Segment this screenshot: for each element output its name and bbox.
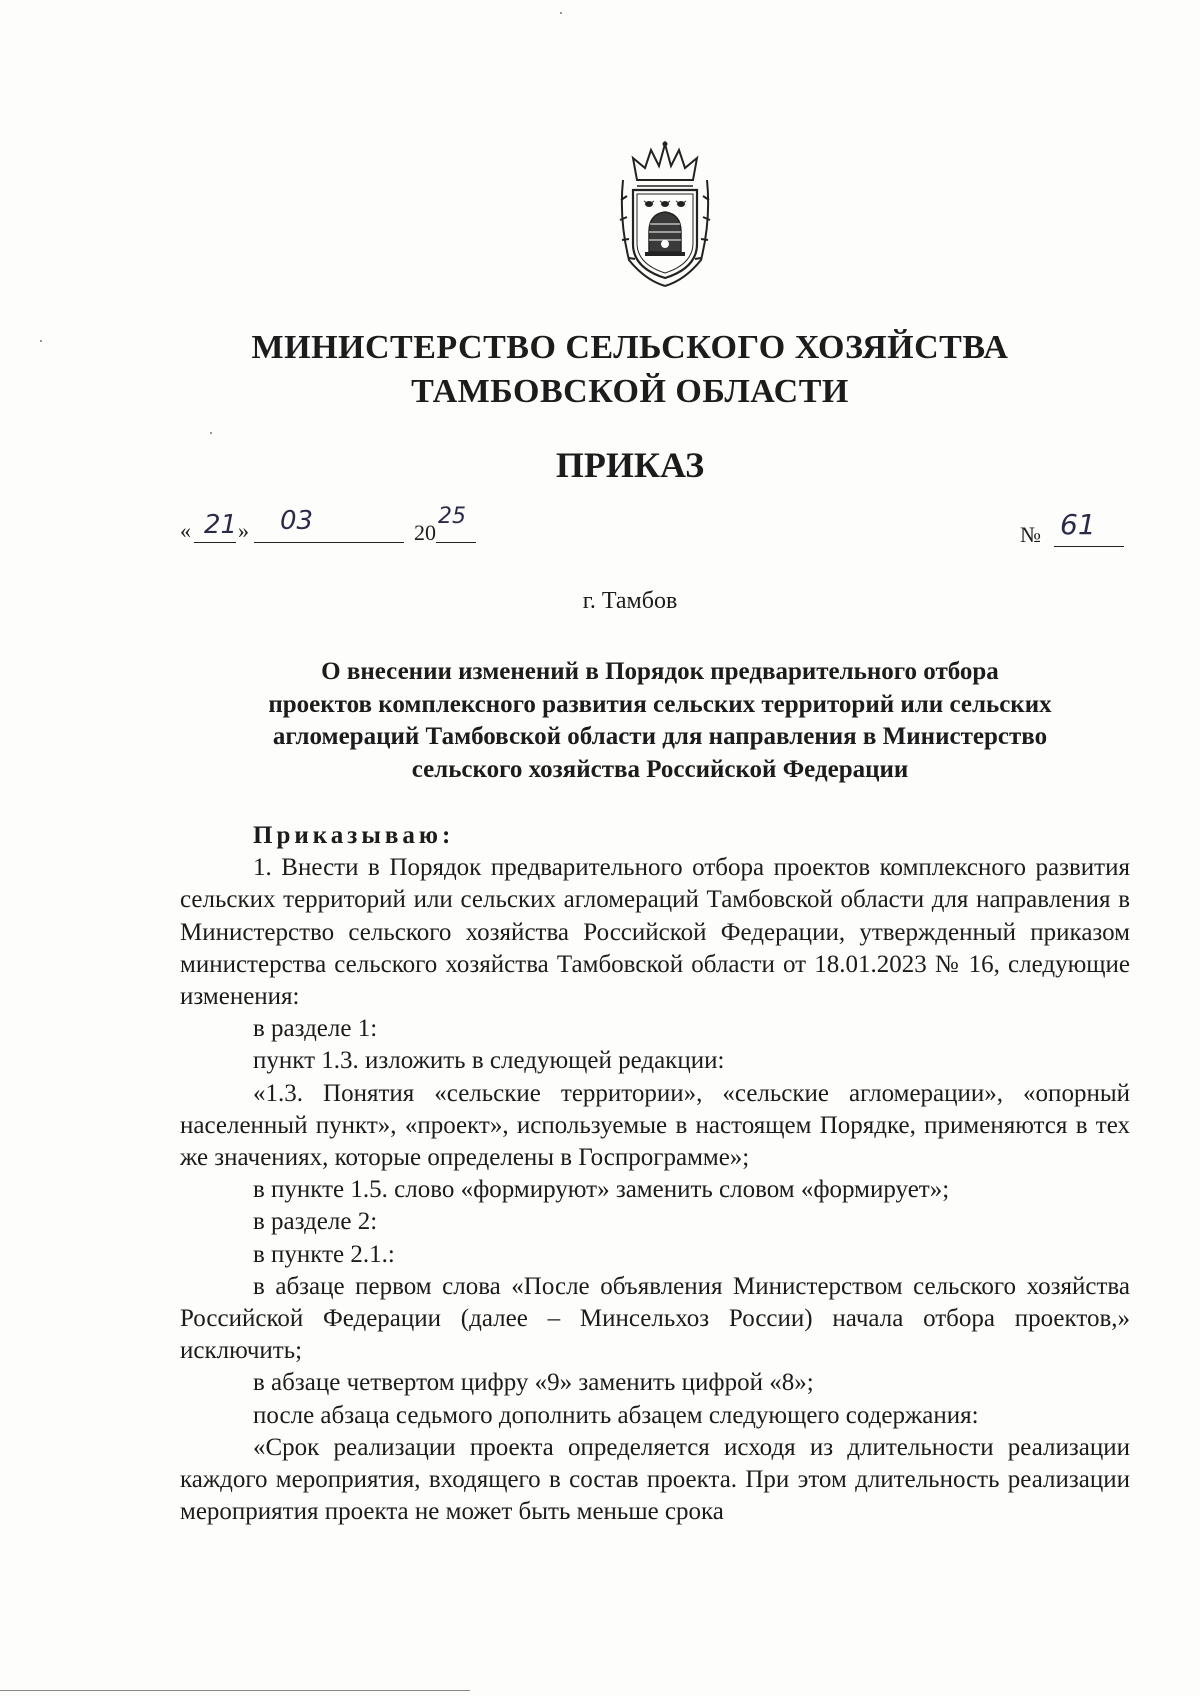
paragraph-11: «Срок реализации проекта определяется исходя из длительности реализации каждого мероприятия, входящего в состав проекта. При этом длительность реализации мероприятия проекта не может быть меньше срока <box>180 1433 1130 1526</box>
subject-line-4: сельского хозяйства Российской Федерации <box>411 755 909 783</box>
paragraph-2: в разделе 1: <box>253 1015 378 1043</box>
scan-edge-line <box>0 1690 470 1691</box>
paragraph-4: «1.3. Понятия «сельские территории», «сельские агломерации», «опорный населенный пункт», «проект», используемые в настоящем Порядке, применяются в тех же значениях, которые определены в Госпрограмме»; <box>180 1079 1130 1172</box>
month-underline <box>254 542 404 543</box>
order-body <box>180 820 1130 1528</box>
paragraph-7: в пункте 2.1.: <box>253 1240 395 1268</box>
paragraph-1: 1. Внести в Порядок предварительного отбора проектов комплексного развития сельских территорий или сельских агломераций Тамбовской области для направления в Министерство сельского хозяйства Российской Федерации, утвержденный приказом министерства сельского хозяйства Тамбовской области от 18.01.2023 № 16, следующие изменения: <box>180 854 1130 1011</box>
paragraph-8: в абзаце первом слова «После объявления Министерством сельского хозяйства Российской Федерации (далее – Минсельхоз России) начала отбора проектов,» исключить; <box>180 1272 1130 1365</box>
date-year-suffix: 25 <box>438 504 466 529</box>
tambov-coat-of-arms-icon <box>615 140 715 290</box>
paragraph-9: в абзаце четвертом цифру «9» заменить цифрой «8»; <box>253 1369 814 1397</box>
date-day: 21 <box>204 510 238 540</box>
day-underline <box>194 542 236 543</box>
number-label: № <box>1020 522 1041 547</box>
paragraph-5: в пункте 1.5. слово «формируют» заменить словом «формирует»; <box>253 1176 950 1204</box>
number-value: 61 <box>1060 508 1096 541</box>
order-date <box>180 506 510 546</box>
paragraph-3: пункт 1.3. изложить в следующей редакции: <box>253 1047 725 1075</box>
date-quote-close: » <box>238 518 249 543</box>
subject-line-3: агломераций Тамбовской области для направления в Министерство <box>272 723 1048 750</box>
order-number <box>1020 508 1130 548</box>
scan-speck <box>40 340 42 342</box>
date-quote-open: « <box>180 518 191 543</box>
year-underline <box>436 542 476 543</box>
scan-speck <box>210 432 212 434</box>
date-year-prefix: 20 <box>414 520 436 545</box>
city: г. Тамбов <box>582 588 678 614</box>
order-subject <box>200 656 1120 786</box>
number-underline <box>1054 546 1124 547</box>
ministry-line-1: МИНИСТЕРСТВО СЕЛЬСКОГО ХОЗЯЙСТВА <box>251 329 1009 366</box>
document-type-title: ПРИКАЗ <box>555 445 705 485</box>
ministry-line-2: ТАМБОВСКОЙ ОБЛАСТИ <box>411 373 849 410</box>
subject-line-2: проектов комплексного развития сельских территорий или сельских <box>268 690 1052 718</box>
paragraph-6: в разделе 2: <box>253 1208 378 1236</box>
subject-line-1: О внесении изменений в Порядок предварительного отбора <box>321 658 999 685</box>
date-month: 03 <box>280 506 314 536</box>
order-word: Приказываю: <box>253 822 455 849</box>
paragraph-10: после абзаца седьмого дополнить абзацем следующего содержания: <box>253 1401 979 1429</box>
scan-speck <box>560 12 562 14</box>
ministry-name <box>0 326 1200 414</box>
